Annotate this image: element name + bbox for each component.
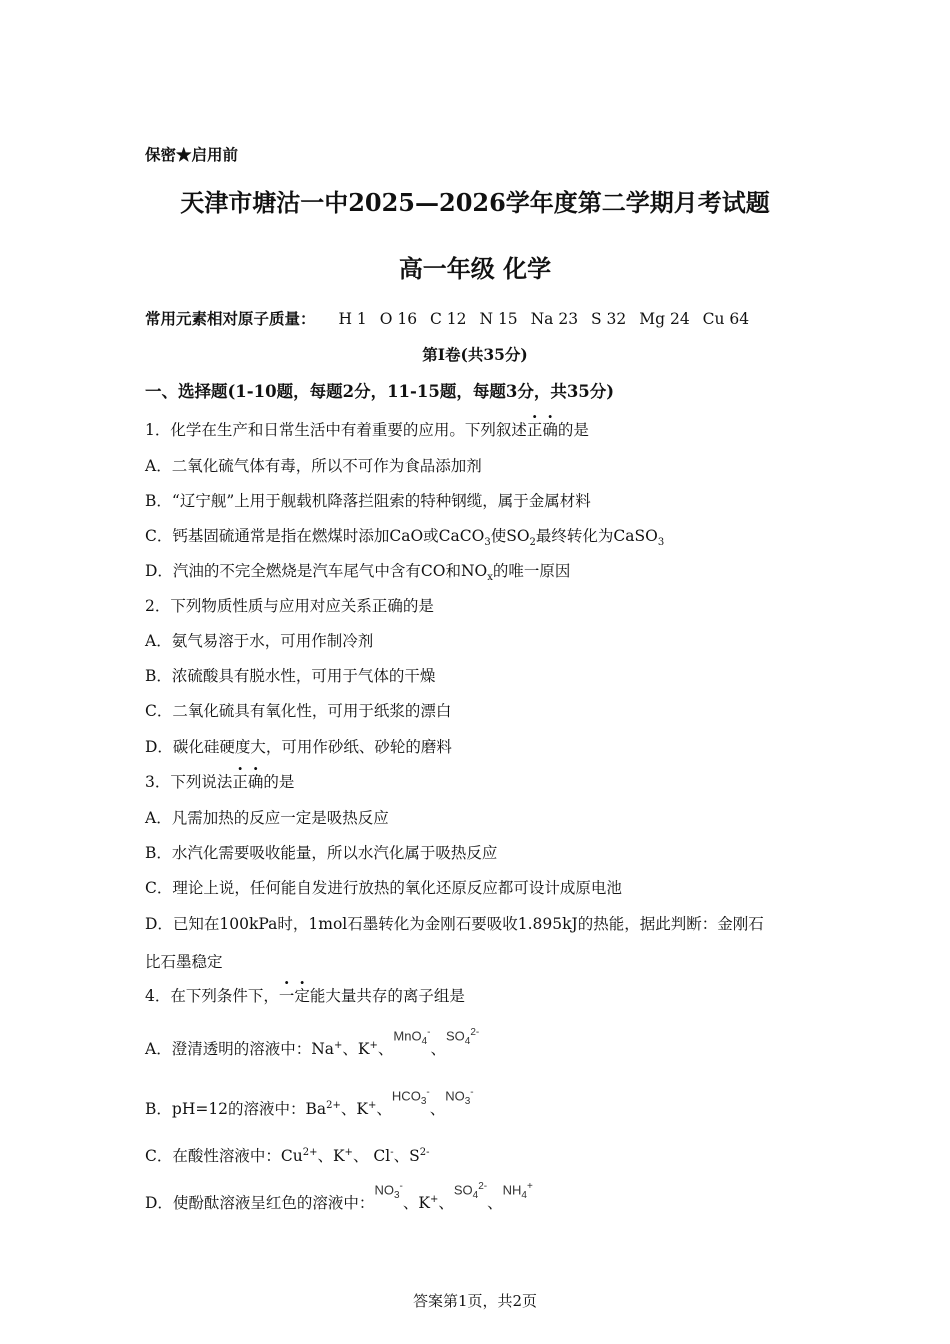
emphasis-dot: 确 — [542, 421, 558, 439]
question-3-option-a: A．凡需加热的反应一定是吸热反应 — [145, 809, 389, 827]
question-1-stem: 1．化学在生产和日常生活中有着重要的应用。下列叙述正确的是 — [145, 421, 589, 439]
atomic-mass-line — [145, 309, 757, 329]
question-1-option-b: B．“辽宁舰”上用于舰载机降落拦阻索的特种钢缆，属于金属材料 — [145, 492, 591, 510]
atomic-mass-item: Cu 64 — [702, 310, 750, 328]
question-2-option-b: B．浓硫酸具有脱水性，可用于气体的干燥 — [145, 667, 436, 685]
question-1-option-a: A．二氧化硫气体有毒，所以不可作为食品添加剂 — [145, 457, 482, 475]
atomic-mass-item: N 15 — [479, 310, 518, 328]
atomic-mass-label: 常用元素相对原子质量： — [145, 309, 316, 328]
atomic-mass-item: O 16 — [379, 310, 418, 328]
atomic-mass-item: Mg 24 — [639, 310, 690, 328]
atomic-mass-item: S 32 — [591, 310, 627, 328]
question-4-stem: 4．在下列条件下，一定能大量共存的离子组是 — [145, 987, 465, 1005]
ion-formula: $SO_4^{2-}$ — [445, 1026, 480, 1047]
question-3-stem: 3．下列说法正确的是 — [145, 773, 295, 791]
atomic-mass-item: H 1 — [338, 310, 367, 328]
ion-formula: MnO$_4$- — [393, 1026, 431, 1047]
question-2-option-a: A．氨气易溶于水，可用作制冷剂 — [145, 632, 374, 650]
ion-formula: $HCO_3^-$ — [391, 1086, 430, 1107]
question-2-option-d: D．碳化硅硬度大，可用作砂纸、砂轮的磨料 — [145, 738, 452, 756]
question-4-option-d: D．使酚酞溶液呈红色的溶液中：$NO_3^-$、K+、$SO_4^{2-}$、$NH_4^+$ — [145, 1190, 533, 1220]
part-one-title: 第I卷(共35分) — [422, 345, 528, 364]
question-2-stem: 2．下列物质性质与应用对应关系正确的是 — [145, 597, 434, 615]
atomic-mass-item: Na 23 — [530, 310, 579, 328]
question-4-option-a: A．澄清透明的溶液中：Na+、K+、MnO$_4$-、$SO_4^{2-}$ — [145, 1036, 479, 1066]
section-one-title: 一、选择题(1-10题，每题2分，11-15题，每题3分，共35分) — [145, 382, 615, 401]
emphasis-dot: 确 — [247, 773, 264, 791]
ion-formula: $NH_4^+$ — [502, 1180, 533, 1201]
emphasis-dot: 正 — [526, 421, 543, 439]
question-3-option-b: B．水汽化需要吸收能量，所以水汽化属于吸热反应 — [145, 844, 498, 862]
emphasis-dot: 一 — [278, 987, 295, 1005]
question-2-option-c: C．二氧化硫具有氧化性，可用于纸浆的漂白 — [145, 702, 452, 720]
atomic-mass-item: C 12 — [430, 310, 467, 328]
ion-formula: $NO_3^-$ — [374, 1180, 403, 1201]
page-footer: 答案第1页，共2页 — [412, 1292, 538, 1310]
ion-formula: $SO_4^{2-}$ — [453, 1180, 488, 1201]
question-3-option-d: D．已知在100kPa时，1mol石墨转化为金刚石要吸收1.895kJ的热能，据此判断：金刚石 — [145, 915, 764, 933]
ion-formula: $NO_3^-$ — [445, 1086, 474, 1107]
confidential-label: 保密★启用前 — [145, 145, 239, 164]
emphasis-dot: 定 — [294, 987, 310, 1005]
emphasis-dot: 正 — [232, 773, 248, 791]
exam-subtitle: 高一年级 化学 — [398, 254, 552, 283]
exam-title: 天津市塘沽一中2025—2026学年度第二学期月考试题 — [180, 188, 770, 217]
question-4-option-b: B．pH=12的溶液中：$Ba^{2+}$、K+、$HCO_3^-$、$NO_3^-$ — [145, 1096, 474, 1126]
question-3-option-d-continued: 比石墨稳定 — [145, 953, 223, 971]
question-3-option-c: C．理论上说，任何能自发进行放热的氧化还原反应都可设计成原电池 — [145, 879, 622, 897]
question-1-option-d: D．汽油的不完全燃烧是汽车尾气中含有CO和$NO_x$的唯一原因 — [145, 562, 571, 584]
question-4-option-c: C．在酸性溶液中：$Cu^{2+}$、K+、 Cl-、$S^{2-}$ — [145, 1147, 430, 1166]
question-1-option-c: C．钙基固硫通常是指在燃煤时添加CaO或CaCO$_3$使$SO_2$最终转化为CaSO$_3$ — [145, 527, 665, 549]
